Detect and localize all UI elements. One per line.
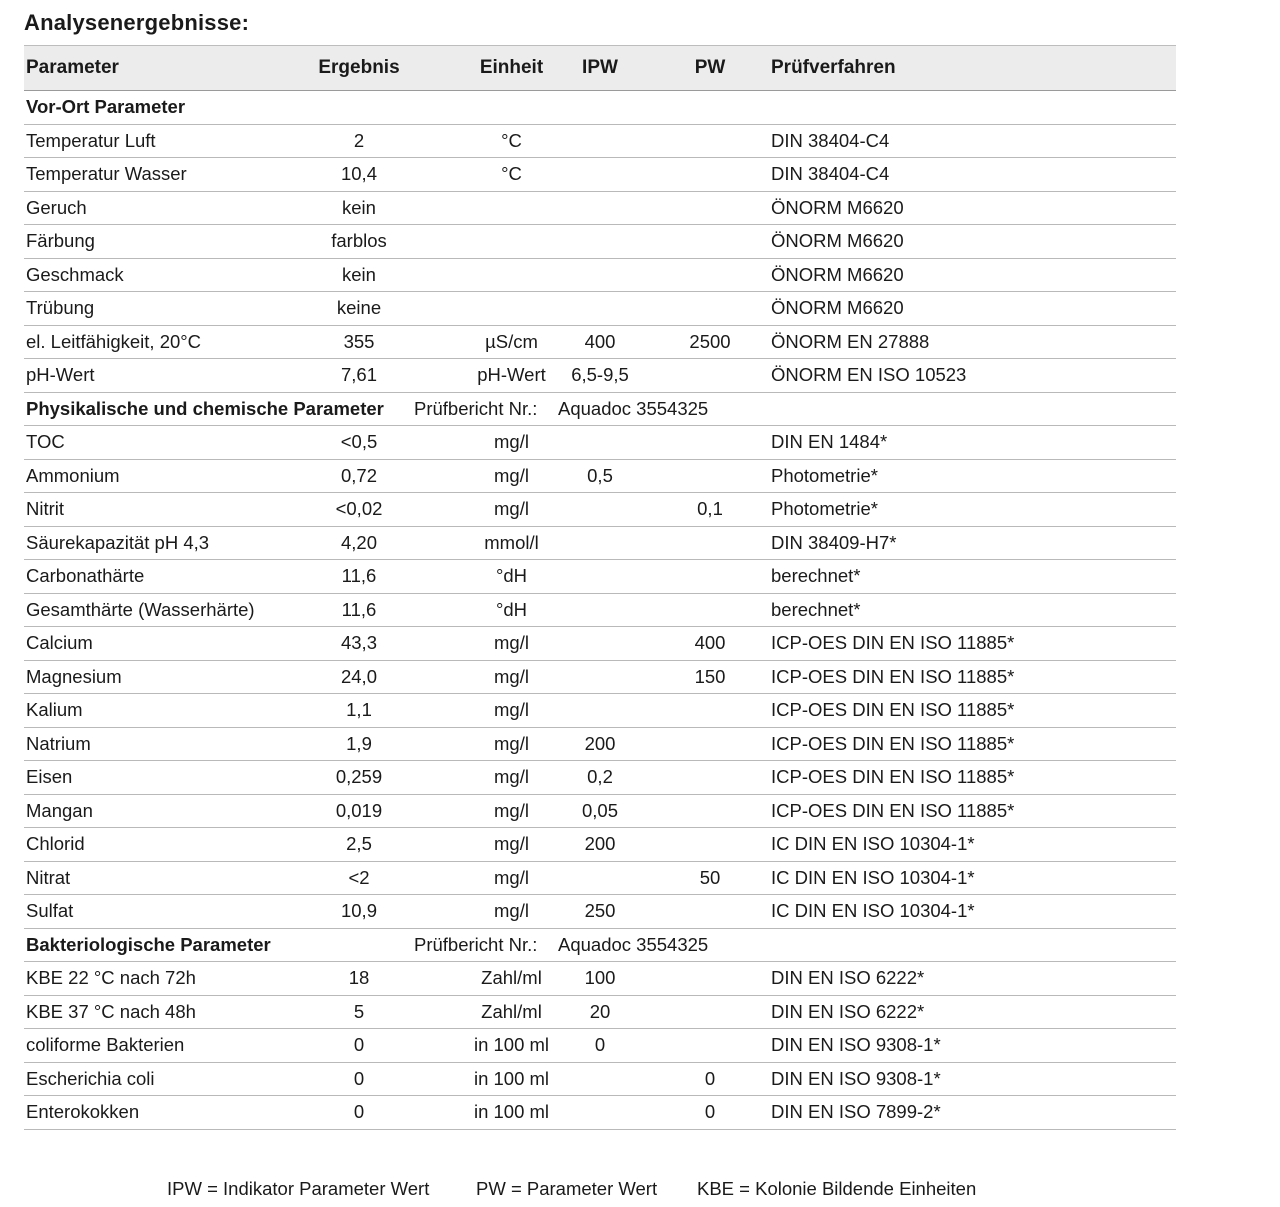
cell-ipw: 0,5	[587, 464, 613, 486]
cell-ergebnis: 2	[353, 129, 365, 151]
cell-einheit: in 100 ml	[473, 1101, 550, 1123]
cell-einheit	[444, 259, 579, 292]
cell-ergebnis: <0,02	[335, 498, 383, 520]
cell-pruefverfahren: ÖNORM EN ISO 10523	[771, 364, 967, 386]
cell-pw: 50	[699, 866, 721, 888]
cell-parameter: Carbonathärte	[26, 565, 145, 587]
table-row	[24, 1063, 1176, 1097]
cell-pw	[674, 895, 746, 928]
table-row	[24, 795, 1176, 829]
cell-parameter: Mangan	[26, 799, 93, 821]
cell-parameter: Geschmack	[26, 263, 124, 285]
cell-parameter: Enterokokken	[26, 1101, 140, 1123]
cell-ipw	[564, 627, 636, 660]
cell-pruefverfahren: IC DIN EN ISO 10304-1*	[771, 866, 975, 888]
cell-pw	[674, 594, 746, 627]
table-row	[24, 560, 1176, 594]
cell-pruefverfahren: DIN EN ISO 9308-1*	[771, 1034, 941, 1056]
cell-pw	[674, 359, 746, 392]
cell-ipw	[564, 594, 636, 627]
section-title: Bakteriologische Parameter	[26, 933, 271, 955]
legend-pw: PW = Parameter Wert	[476, 1178, 658, 1199]
cell-einheit: mg/l	[494, 431, 529, 453]
cell-pruefverfahren: Photometrie*	[771, 498, 878, 520]
cell-pw	[674, 761, 746, 794]
cell-einheit: µS/cm	[485, 330, 538, 352]
cell-ipw	[564, 493, 636, 526]
cell-pw	[674, 225, 746, 258]
cell-parameter: Gesamthärte (Wasserhärte)	[26, 598, 255, 620]
cell-parameter: Nitrit	[26, 498, 65, 520]
table-row	[24, 158, 1176, 192]
cell-ipw	[564, 1063, 636, 1096]
cell-parameter: pH-Wert	[26, 364, 95, 386]
cell-pruefverfahren: DIN 38404-C4	[771, 163, 890, 185]
cell-ergebnis: <2	[348, 866, 370, 888]
cell-ipw	[564, 862, 636, 895]
cell-ergebnis: 0,72	[340, 464, 377, 486]
cell-einheit: mg/l	[494, 833, 529, 855]
cell-ipw: 400	[584, 330, 616, 352]
cell-pw: 400	[694, 632, 726, 654]
cell-pw: 0	[704, 1101, 716, 1123]
cell-pruefverfahren: ÖNORM M6620	[771, 297, 904, 319]
table-row	[24, 661, 1176, 695]
cell-parameter: Escherichia coli	[26, 1067, 155, 1089]
table-body	[24, 91, 1176, 1130]
table-row	[24, 962, 1176, 996]
header-pw: PW	[694, 57, 726, 78]
cell-einheit	[444, 292, 579, 325]
cell-pruefverfahren: berechnet*	[771, 598, 861, 620]
cell-ipw	[564, 225, 636, 258]
cell-pw	[674, 828, 746, 861]
cell-pw	[674, 527, 746, 560]
table-row	[24, 527, 1176, 561]
cell-parameter: TOC	[26, 431, 65, 453]
cell-parameter: KBE 37 °C nach 48h	[26, 1000, 196, 1022]
cell-einheit: °C	[501, 163, 522, 185]
cell-pruefverfahren: DIN EN 1484*	[771, 431, 888, 453]
table-row	[24, 493, 1176, 527]
cell-pw	[674, 996, 746, 1029]
cell-ergebnis: 2,5	[346, 833, 372, 855]
cell-parameter: Sulfat	[26, 900, 74, 922]
cell-ipw: 100	[584, 967, 616, 989]
page-title: Analysenergebnisse:	[24, 10, 250, 35]
cell-einheit: Zahl/ml	[481, 1000, 542, 1022]
cell-ipw	[564, 527, 636, 560]
cell-ergebnis: 43,3	[340, 632, 377, 654]
cell-pruefverfahren: ÖNORM M6620	[771, 263, 904, 285]
cell-ipw	[564, 192, 636, 225]
table-row	[24, 996, 1176, 1030]
cell-ergebnis: 11,6	[341, 565, 377, 587]
cell-ergebnis: 0	[353, 1034, 365, 1056]
cell-parameter: Kalium	[26, 699, 83, 721]
cell-ipw: 0	[594, 1034, 606, 1056]
cell-parameter: Temperatur Luft	[26, 129, 156, 151]
cell-pruefverfahren: DIN 38404-C4	[771, 129, 890, 151]
cell-ergebnis: keine	[336, 297, 382, 319]
cell-ergebnis: kein	[342, 263, 376, 285]
cell-ergebnis: 7,61	[340, 364, 377, 386]
cell-ergebnis: 11,6	[341, 598, 377, 620]
cell-ipw: 200	[584, 732, 616, 754]
cell-parameter: Färbung	[26, 230, 95, 252]
cell-einheit: mg/l	[494, 766, 529, 788]
table-row	[24, 862, 1176, 896]
cell-ipw	[564, 158, 636, 191]
cell-pruefverfahren: IC DIN EN ISO 10304-1*	[771, 900, 975, 922]
cell-einheit: in 100 ml	[473, 1067, 550, 1089]
cell-einheit: mg/l	[494, 866, 529, 888]
cell-einheit: pH-Wert	[477, 364, 546, 386]
header-einheit: Einheit	[479, 57, 544, 78]
cell-pw	[674, 795, 746, 828]
cell-parameter: Geruch	[26, 196, 87, 218]
report-number-value: Aquadoc 3554325	[558, 397, 709, 419]
cell-pw: 0	[704, 1067, 716, 1089]
header-parameter: Parameter	[26, 57, 119, 78]
table-row	[24, 125, 1176, 159]
cell-einheit: mg/l	[494, 464, 529, 486]
cell-einheit: °dH	[495, 565, 528, 587]
cell-einheit: °dH	[495, 598, 528, 620]
cell-ergebnis: 5	[353, 1000, 365, 1022]
table-row	[24, 259, 1176, 293]
cell-ergebnis: 10,9	[340, 900, 377, 922]
table-row	[24, 594, 1176, 628]
cell-pruefverfahren: DIN EN ISO 7899-2*	[771, 1101, 941, 1123]
cell-ergebnis: kein	[342, 196, 376, 218]
cell-ipw: 20	[589, 1000, 611, 1022]
cell-einheit: Zahl/ml	[481, 967, 542, 989]
cell-pruefverfahren: ICP-OES DIN EN ISO 11885*	[771, 766, 1015, 788]
cell-einheit: mg/l	[494, 732, 529, 754]
table-row	[24, 292, 1176, 326]
cell-ipw: 250	[584, 900, 616, 922]
cell-pruefverfahren: ICP-OES DIN EN ISO 11885*	[771, 665, 1015, 687]
cell-parameter: coliforme Bakterien	[26, 1034, 185, 1056]
cell-parameter: Magnesium	[26, 665, 122, 687]
cell-pw	[674, 1029, 746, 1062]
cell-ergebnis: 0,019	[335, 799, 383, 821]
cell-pw	[674, 560, 746, 593]
cell-pruefverfahren: IC DIN EN ISO 10304-1*	[771, 833, 975, 855]
cell-parameter: Trübung	[26, 297, 95, 319]
cell-ipw	[564, 125, 636, 158]
cell-ipw: 200	[584, 833, 616, 855]
cell-ergebnis: 4,20	[340, 531, 377, 553]
cell-ipw	[564, 426, 636, 459]
cell-einheit: mg/l	[494, 699, 529, 721]
table-row	[24, 728, 1176, 762]
cell-ipw	[564, 259, 636, 292]
table-row	[24, 627, 1176, 661]
cell-parameter: Eisen	[26, 766, 73, 788]
cell-ipw	[564, 1096, 636, 1129]
section-row	[24, 393, 1176, 427]
cell-einheit: in 100 ml	[473, 1034, 550, 1056]
report-number-label: Prüfbericht Nr.:	[414, 397, 538, 419]
cell-ipw: 6,5-9,5	[571, 364, 629, 386]
cell-pruefverfahren: ICP-OES DIN EN ISO 11885*	[771, 632, 1015, 654]
cell-parameter: Chlorid	[26, 833, 85, 855]
cell-einheit: mg/l	[494, 498, 529, 520]
cell-einheit	[444, 192, 579, 225]
table-row	[24, 359, 1176, 393]
cell-pruefverfahren: DIN EN ISO 9308-1*	[771, 1067, 941, 1089]
cell-ergebnis: 24,0	[340, 665, 377, 687]
section-row	[24, 929, 1176, 963]
cell-pw: 2500	[689, 330, 731, 352]
cell-pw	[674, 962, 746, 995]
section-row	[24, 91, 1176, 125]
cell-pw	[674, 292, 746, 325]
report-number-label: Prüfbericht Nr.:	[414, 933, 538, 955]
cell-einheit: mg/l	[494, 900, 529, 922]
table-row	[24, 192, 1176, 226]
cell-parameter: Natrium	[26, 732, 91, 754]
legend-kbe: KBE = Kolonie Bildende Einheiten	[697, 1178, 977, 1199]
cell-ipw	[564, 661, 636, 694]
cell-pw	[674, 460, 746, 493]
cell-ipw	[564, 694, 636, 727]
cell-parameter: Nitrat	[26, 866, 71, 888]
cell-ergebnis: <0,5	[340, 431, 378, 453]
cell-einheit: mg/l	[494, 632, 529, 654]
cell-ergebnis: 1,1	[346, 699, 372, 721]
cell-ergebnis: 1,9	[346, 732, 372, 754]
cell-ergebnis: 355	[343, 330, 375, 352]
cell-ergebnis: 0	[353, 1067, 365, 1089]
cell-ergebnis: 10,4	[340, 163, 377, 185]
cell-pruefverfahren: ICP-OES DIN EN ISO 11885*	[771, 732, 1015, 754]
cell-pruefverfahren: ÖNORM M6620	[771, 230, 904, 252]
cell-pruefverfahren: DIN 38409-H7*	[771, 531, 897, 553]
cell-pw	[674, 426, 746, 459]
cell-ergebnis: farblos	[331, 230, 387, 252]
section-title: Physikalische und chemische Parameter	[26, 397, 384, 419]
cell-einheit: °C	[501, 129, 522, 151]
cell-pruefverfahren: ICP-OES DIN EN ISO 11885*	[771, 799, 1015, 821]
cell-einheit: mmol/l	[484, 531, 539, 553]
cell-parameter: KBE 22 °C nach 72h	[26, 967, 196, 989]
cell-pw	[674, 125, 746, 158]
cell-parameter: Calcium	[26, 632, 93, 654]
table-header	[24, 45, 1176, 91]
table-row	[24, 426, 1176, 460]
cell-pruefverfahren: ICP-OES DIN EN ISO 11885*	[771, 699, 1015, 721]
cell-pw	[674, 694, 746, 727]
cell-pw	[674, 259, 746, 292]
cell-pruefverfahren: ÖNORM EN 27888	[771, 330, 930, 352]
cell-parameter: Temperatur Wasser	[26, 163, 187, 185]
cell-ipw: 0,2	[587, 766, 613, 788]
cell-pw: 0,1	[697, 498, 723, 520]
cell-ipw	[564, 292, 636, 325]
report-number-value: Aquadoc 3554325	[558, 933, 709, 955]
cell-ipw: 0,05	[581, 799, 618, 821]
cell-parameter: Ammonium	[26, 464, 120, 486]
header-pruefverfahren: Prüfverfahren	[771, 57, 896, 78]
header-ipw: IPW	[582, 57, 618, 78]
cell-pw	[674, 192, 746, 225]
cell-einheit: mg/l	[494, 799, 529, 821]
cell-pruefverfahren: DIN EN ISO 6222*	[771, 967, 925, 989]
table-row	[24, 1096, 1176, 1130]
cell-parameter: el. Leitfähigkeit, 20°C	[26, 330, 202, 352]
cell-ergebnis: 0,259	[335, 766, 383, 788]
cell-pruefverfahren: Photometrie*	[771, 464, 878, 486]
section-title: Vor-Ort Parameter	[26, 96, 186, 118]
table-row	[24, 460, 1176, 494]
cell-einheit: mg/l	[494, 665, 529, 687]
results-table	[24, 45, 1176, 1130]
cell-ipw	[564, 560, 636, 593]
cell-pruefverfahren: berechnet*	[771, 565, 861, 587]
cell-pw: 150	[694, 665, 726, 687]
cell-ergebnis: 18	[348, 967, 370, 989]
header-ergebnis: Ergebnis	[318, 57, 400, 78]
cell-pw	[674, 158, 746, 191]
cell-ergebnis: 0	[353, 1101, 365, 1123]
cell-pruefverfahren: DIN EN ISO 6222*	[771, 1000, 925, 1022]
cell-parameter: Säurekapazität pH 4,3	[26, 531, 210, 553]
table-row	[24, 1029, 1176, 1063]
table-row	[24, 694, 1176, 728]
cell-einheit	[444, 225, 579, 258]
table-row	[24, 828, 1176, 862]
table-row	[24, 225, 1176, 259]
table-row	[24, 761, 1176, 795]
legend-ipw: IPW = Indikator Parameter Wert	[167, 1178, 430, 1199]
cell-pruefverfahren: ÖNORM M6620	[771, 196, 904, 218]
table-row	[24, 326, 1176, 360]
cell-pw	[674, 728, 746, 761]
table-row	[24, 895, 1176, 929]
